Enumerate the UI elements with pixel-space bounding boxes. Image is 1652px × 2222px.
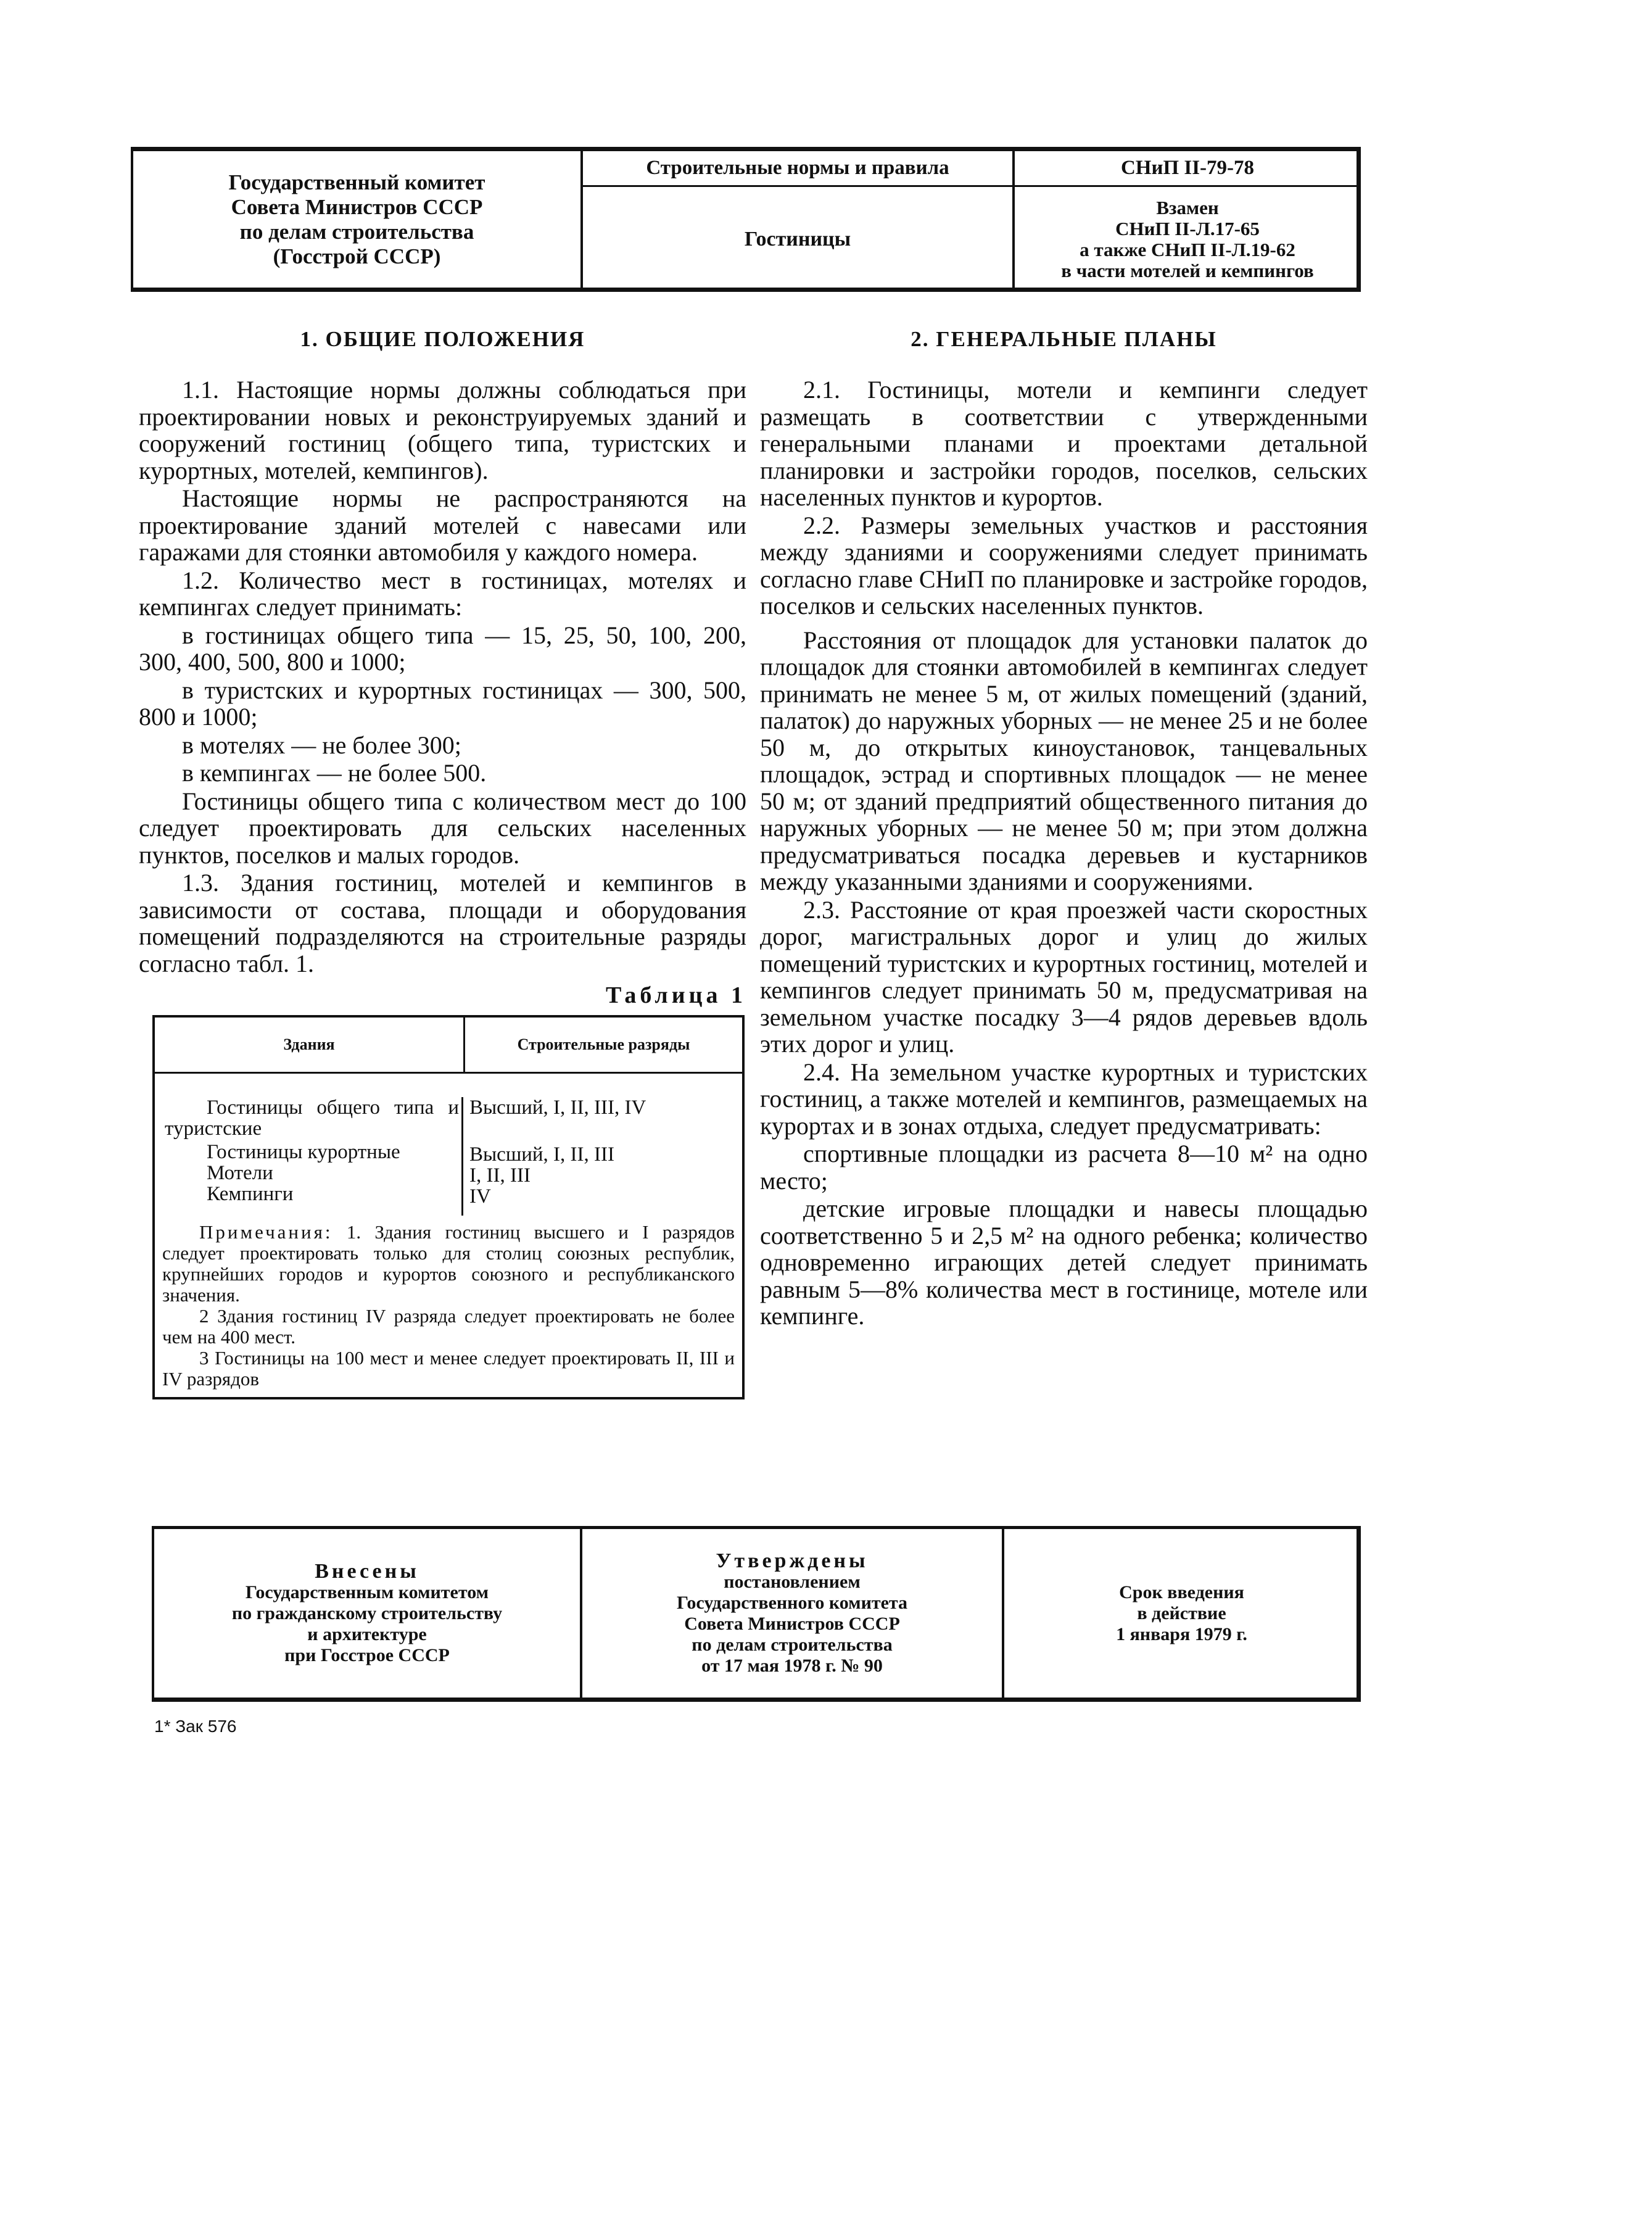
paragraph: Расстояния от площадок для установки палаток до площадок для стоянки автомобилей в кемпингах следует принимать не менее 5 м, от жилых помещений (зданий, палаток) до наружных уборных — не менее 25 и не более 50 м, до открытых киноустановок, танцевальных площадок, эстрад и спортивных площадок — не менее 50 м; от зданий предприятий общественного питания до наружных уборных — не менее 50 м; при этом должна предусматриваться посадка деревьев и кустарников между указанными зданиями и сооружениями. <box>760 626 1368 895</box>
approved-title: Утверждены <box>716 1549 869 1572</box>
document-title: Гостиницы <box>744 228 851 251</box>
footer-table <box>152 1526 1361 1702</box>
table-header <box>155 1018 742 1074</box>
submitted-line: и архитектуре <box>307 1623 427 1644</box>
submitted-line: Государственным комитетом <box>245 1582 489 1602</box>
paragraph: в кемпингах — не более 500. <box>182 759 487 787</box>
effective-line: в действие <box>1137 1602 1226 1623</box>
paragraph: Настоящие нормы не распространяются на проектирование зданий мотелей с навесами или гаражами для стоянки автомобиля у каждого номера. <box>139 484 746 566</box>
column-header: Здания <box>155 1018 465 1072</box>
table-cell: I, II, III <box>469 1164 531 1187</box>
document-code: СНиП II-79-78 <box>1120 157 1255 179</box>
paragraph: в туристских и курортных гостиницах — 300, 500, 800 и 1000; <box>139 676 746 731</box>
approved-line: Совета Министров СССР <box>684 1613 900 1634</box>
effective-line: Срок введения <box>1119 1582 1244 1602</box>
agency-line: Совета Министров СССР <box>231 194 483 219</box>
section-heading: 1. ОБЩИЕ ПОЛОЖЕНИЯ <box>300 327 585 351</box>
right-column <box>760 321 1368 1331</box>
note: 1. Здания гостиниц высшего и I разрядов следует проектировать только для столиц союзных республик, крупнейших городов и курортов союзного и республиканского значения. <box>162 1221 735 1306</box>
submitted-cell <box>154 1529 580 1698</box>
table-cell: Гостиницы общего типа и туристские <box>165 1096 459 1140</box>
column-header: Строительные разряды <box>517 1035 690 1053</box>
left-column <box>139 321 746 1399</box>
approved-line: постановлением <box>724 1571 861 1592</box>
notes-label: Примечания: <box>199 1221 333 1243</box>
effective-cell <box>1004 1529 1359 1698</box>
approved-line: по делам строительства <box>692 1634 893 1655</box>
table-cell: Кемпинги <box>207 1183 294 1205</box>
replaces-line: СНиП II-Л.17-65 <box>1115 218 1260 239</box>
paragraph: 1.1. Настоящие нормы должны соблюдаться при проектировании новых и реконструируемых зданий и сооружений гостиниц (общего типа, туристских и курортных, мотелей, кемпингов). <box>139 376 746 484</box>
series-cell: Строительные нормы и правила <box>646 157 949 179</box>
paragraph: Гостиницы общего типа с количеством мест до 100 следует проектировать для сельских населенных пунктов, поселков и малых городов. <box>139 787 746 869</box>
table-1 <box>152 1015 745 1399</box>
paragraph: 1.2. Количество мест в гостиницах, мотелях и кемпингах следует принимать: <box>139 566 746 621</box>
section-heading: 2. ГЕНЕРАЛЬНЫЕ ПЛАНЫ <box>911 327 1217 351</box>
paragraph: 2.2. Размеры земельных участков и расстояния между зданиями и сооружениями следует принимать согласно главе СНиП по планировке и застройке городов, поселков и сельских населенных пунктов. <box>760 511 1368 620</box>
submitted-line: при Госстрое СССР <box>284 1644 450 1665</box>
paragraph: 1.3. Здания гостиниц, мотелей и кемпингов в зависимости от состава, площади и оборудования помещений подразделяются на строительные разряды согласно табл. 1. <box>139 869 746 977</box>
agency-line: Государственный комитет <box>228 170 485 194</box>
effective-line: 1 января 1979 г. <box>1116 1623 1247 1644</box>
note: 3 Гостиницы на 100 мест и менее следует проектировать II, III и IV разрядов <box>162 1347 735 1390</box>
buildings-column <box>155 1097 463 1216</box>
table-notes <box>155 1216 742 1397</box>
replaces-line: Взамен <box>1156 197 1219 218</box>
submitted-line: по гражданскому строительству <box>231 1602 503 1623</box>
paragraph: в мотелях — не более 300; <box>182 731 461 759</box>
replaces-line: а также СНиП II-Л.19-62 <box>1080 239 1295 260</box>
approved-line: от 17 мая 1978 г. № 90 <box>701 1655 883 1676</box>
approved-cell <box>582 1529 1002 1698</box>
table-body <box>155 1074 742 1216</box>
agency-cell <box>133 151 580 288</box>
replaces-line: в части мотелей и кемпингов <box>1061 260 1314 281</box>
table-cell: Мотели <box>207 1162 273 1184</box>
agency-line: (Госстрой СССР) <box>273 244 441 268</box>
paragraph: спортивные площадки из расчета 8—10 м² на одно место; <box>760 1140 1368 1195</box>
header-table <box>131 147 1361 292</box>
note: 2 Здания гостиниц IV разряда следует проектировать не более чем на 400 мест. <box>162 1305 735 1348</box>
table-cell: IV <box>469 1185 491 1208</box>
paragraph: 2.4. На земельном участке курортных и туристских гостиниц, а также мотелей и кемпингов, размещаемых на курортах и в зонах отдыха, следует предусматривать: <box>760 1058 1368 1140</box>
grades-column <box>463 1097 742 1216</box>
table-caption: Таблица 1 <box>605 982 746 1008</box>
paragraph: 2.1. Гостиницы, мотели и кемпинги следует размещать в соответствии с утвержденными генеральными планами и проектами детальной планировки и застройки городов, поселков, сельских населенных пунктов и курортов. <box>760 376 1368 511</box>
paragraph: детские игровые площадки и навесы площадью соответственно 5 и 2,5 м² на одного ребенка; количество одновременно играющих детей следует принимать равным 5—8% количества мест в гостинице, мотеле или кемпинге. <box>760 1195 1368 1330</box>
print-mark: 1* Зак 576 <box>154 1717 237 1736</box>
table-cell: Гостиницы курортные <box>207 1141 400 1163</box>
table-cell: Высший, I, II, III <box>469 1143 614 1166</box>
approved-line: Государственного комитета <box>676 1592 908 1613</box>
submitted-title: Внесены <box>315 1559 419 1583</box>
paragraph: 2.3. Расстояние от края проезжей части скоростных дорог, магистральных дорог и улиц до жилых помещений туристских и курортных гостиниц, мотелей и кемпингов следует принимать 50 м, предусматривая на земельном участке посадку 3—4 рядов деревьев вдоль этих дорог и улиц. <box>760 895 1368 1058</box>
agency-line: по делам строительства <box>239 219 474 244</box>
paragraph: в гостиницах общего типа — 15, 25, 50, 100, 200, 300, 400, 500, 800 и 1000; <box>139 621 746 676</box>
replaces-cell <box>1015 187 1360 292</box>
table-cell: Высший, I, II, III, IV <box>469 1096 646 1119</box>
